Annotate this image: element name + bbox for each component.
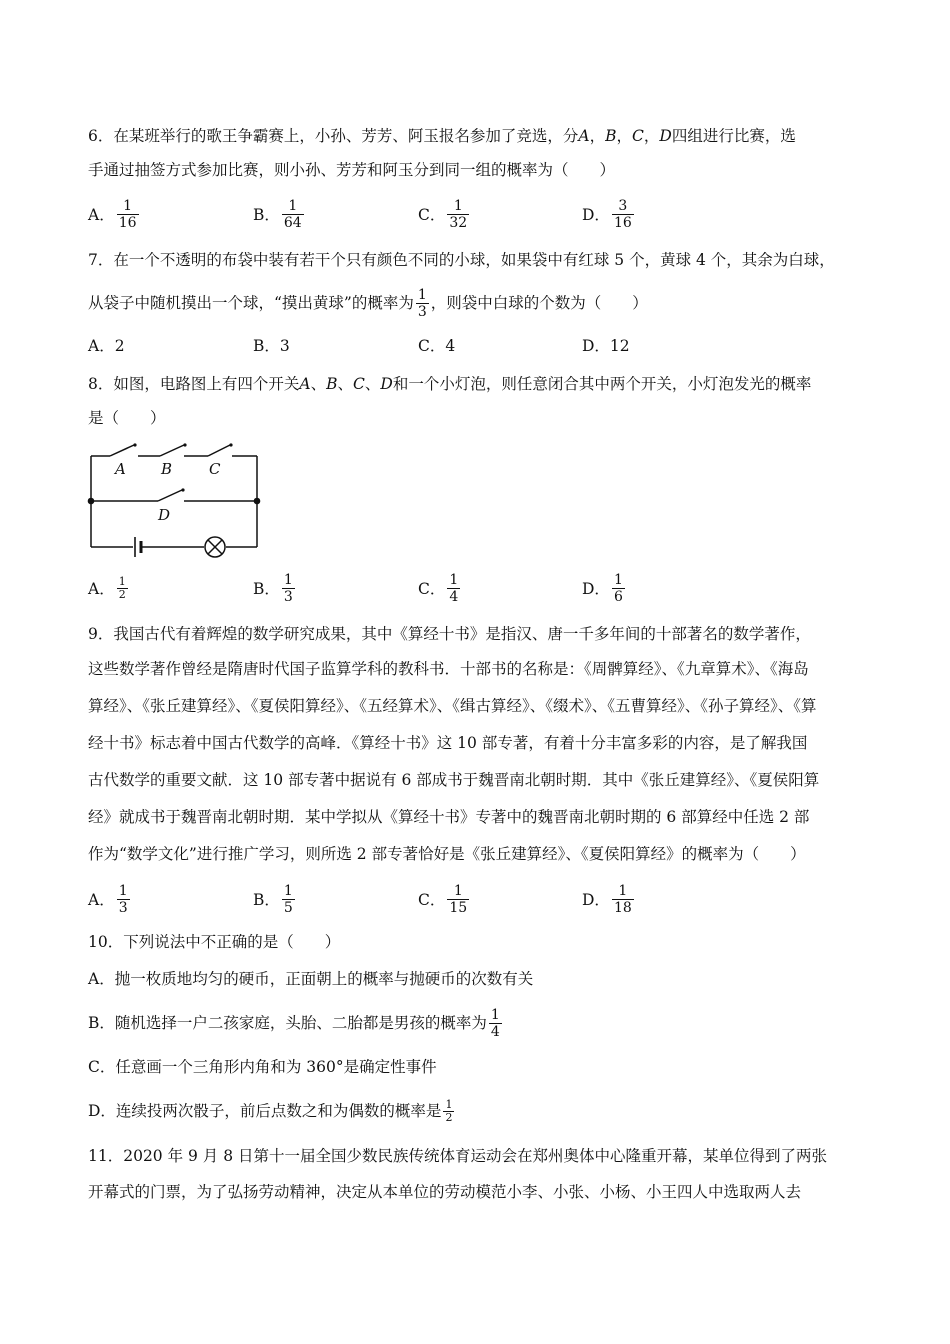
q9-option-d [582, 879, 636, 919]
q6-option-b [253, 194, 306, 234]
option-letter: C． [418, 580, 446, 598]
denominator: 2 [118, 587, 126, 601]
switch-label-c: C [209, 460, 221, 478]
numerator: 1 [453, 882, 463, 899]
q10-option-d-text: D．连续投两次骰子，前后点数之和为偶数的概率是 [88, 1102, 442, 1120]
q8-option-a [88, 568, 130, 608]
denominator: 6 [613, 588, 623, 605]
q6-option-a [88, 194, 141, 234]
q9-line: 作为“数学文化”进行推广学习，则所选 2 部专著恰好是《张丘建算经》、《夏侯阳算经》的概率为（ ） [88, 845, 806, 863]
denominator: 4 [449, 588, 459, 605]
q9-option-a [88, 879, 132, 919]
q6-text-end: 四组进行比赛，选 [671, 127, 796, 145]
option-letter: D． [582, 206, 610, 224]
fraction [489, 1007, 502, 1040]
q7-text: 从袋子中随机摸出一个球，“摸出黄球”的概率为 [88, 294, 414, 312]
denominator: 15 [449, 899, 468, 916]
fraction [443, 1099, 454, 1124]
option-letter: C． [418, 206, 446, 224]
option-letter: A． [88, 891, 115, 909]
numerator: 1 [283, 571, 293, 588]
denominator: 2 [445, 1110, 453, 1124]
q10-option-c: C．任意画一个三角形内角和为 360°是确定性事件 [88, 1058, 437, 1076]
numerator: 1 [445, 1097, 453, 1111]
q11-line1: 11．2020 年 9 月 8 日第十一届全国少数民族传统体育运动会在郑州奥体中心隆重开幕，某单位得到了两张 [88, 1147, 828, 1165]
fraction [612, 572, 625, 605]
numerator: 1 [417, 286, 427, 303]
q9-option-b [253, 879, 297, 919]
q8-line1 [88, 374, 811, 394]
q6-line2: 手通过抽签方式参加比赛，则小孙、芳芳和阿玉分到同一组的概率为（ ） [88, 161, 616, 179]
fraction [282, 198, 304, 231]
fraction [117, 576, 128, 601]
q6-group-d: D [659, 127, 672, 145]
q6-option-c [418, 194, 471, 234]
q7-line2 [88, 283, 648, 323]
q10-option-b-text: B．随机选择一户二孩家庭，头胎、二胎都是男孩的概率为 [88, 1014, 487, 1032]
q8-switch-d: D [380, 375, 393, 393]
numerator: 1 [613, 571, 623, 588]
option-letter: C． [418, 891, 446, 909]
numerator: 1 [449, 571, 459, 588]
lamp-symbol [205, 537, 225, 557]
denominator: 3 [118, 899, 128, 916]
q6-group-c: C [632, 127, 644, 145]
circuit-diagram [80, 436, 270, 560]
q6-group-a: A [578, 127, 590, 145]
q11-line2: 开幕式的门票，为了弘扬劳动精神，决定从本单位的劳动模范小李、小张、小杨、小王四人中选取两人去 [88, 1183, 802, 1201]
q8-text: 8．如图，电路图上有四个开关 [88, 375, 300, 393]
q7-option-b: B．3 [253, 337, 290, 355]
q9-option-c [418, 879, 471, 919]
q9-line: 算经》、《张丘建算经》、《夏侯阳算经》、《五经算术》、《缉古算经》、《缀术》、《五曹算经》、《孙子算经》、《算 [88, 697, 817, 715]
numerator: 3 [618, 197, 628, 214]
q10-option-a: A．抛一枚质地均匀的硬币，正面朝上的概率与抛硬币的次数有关 [88, 970, 534, 988]
q8-line2: 是（ ） [88, 409, 166, 427]
option-letter: B． [253, 580, 280, 598]
numerator: 1 [118, 574, 126, 588]
q10-option-b [88, 1003, 504, 1043]
denominator: 18 [613, 899, 632, 916]
fraction [117, 198, 139, 231]
q9-line: 这些数学著作曾经是隋唐时代国子监算学科的教科书．十部书的名称是：《周髀算经》、《九章算术》、《海岛 [88, 660, 809, 678]
numerator: 1 [283, 882, 293, 899]
q6-sep: ， [643, 127, 660, 145]
q8-switch-c: C [353, 375, 365, 393]
denominator: 64 [283, 214, 302, 231]
q6-text: 6．在某班举行的歌王争霸赛上，小孙、芳芳、阿玉报名参加了竞选，分 [88, 127, 579, 145]
option-letter: D． [582, 891, 610, 909]
q9-line: 古代数学的重要文献．这 10 部专著中据说有 6 部成书于魏晋南北朝时期．其中《张丘建算经》、《夏侯阳算 [88, 771, 820, 789]
q7-line1: 7．在一个不透明的布袋中装有若干个只有颜色不同的小球，如果袋中有红球 5 个，黄球 4 个，其余为白球， [88, 251, 835, 269]
q8-option-b [253, 568, 297, 608]
numerator: 1 [123, 197, 133, 214]
fraction [447, 198, 469, 231]
q7-option-d: D．12 [582, 337, 630, 355]
switch-label-d: D [158, 506, 171, 524]
denominator: 32 [449, 214, 468, 231]
fraction [282, 883, 295, 916]
q7-option-a: A．2 [88, 337, 125, 355]
q8-switch-b: B [326, 375, 338, 393]
q9-line: 经》就成书于魏晋南北朝时期．某中学拟从《算经十书》专著中的魏晋南北朝时期的 6 部算经中任选 2 部 [88, 808, 810, 826]
q6-option-d [582, 194, 636, 234]
option-letter: D． [582, 580, 610, 598]
q8-sep: 、 [310, 375, 327, 393]
q6-line1 [88, 126, 796, 146]
denominator: 4 [490, 1023, 500, 1040]
battery-symbol [135, 537, 141, 557]
fraction [447, 572, 460, 605]
q8-sep: 、 [364, 375, 381, 393]
numerator: 1 [118, 882, 128, 899]
denominator: 5 [283, 899, 293, 916]
numerator: 1 [490, 1006, 500, 1023]
q6-group-b: B [605, 127, 617, 145]
fraction [416, 287, 429, 320]
q6-sep: ， [589, 127, 606, 145]
q8-switch-a: A [299, 375, 311, 393]
option-letter: A． [88, 206, 115, 224]
q9-line: 9．我国古代有着辉煌的数学研究成果，其中《算经十书》是指汉、唐一千多年间的十部著名的数学著作， [88, 625, 811, 643]
fraction [117, 883, 130, 916]
q10-option-d [88, 1091, 456, 1131]
option-letter: A． [88, 580, 115, 598]
q8-sep: 、 [337, 375, 353, 393]
switch-label-b: B [161, 460, 173, 478]
switch-label-a: A [115, 460, 126, 478]
fraction [282, 572, 295, 605]
denominator: 3 [283, 588, 293, 605]
option-letter: B． [253, 891, 280, 909]
fraction [612, 883, 634, 916]
denominator: 16 [118, 214, 137, 231]
q8-option-c [418, 568, 462, 608]
q10-stem: 10．下列说法中不正确的是（ ） [88, 933, 341, 951]
numerator: 1 [618, 882, 628, 899]
denominator: 16 [613, 214, 632, 231]
q9-line: 经十书》标志着中国古代数学的高峰．《算经十书》这 10 部专著，有着十分丰富多彩的内容，是了解我国 [88, 734, 808, 752]
q8-option-d [582, 568, 627, 608]
q7-text-end: ，则袋中白球的个数为（ ） [430, 294, 648, 312]
numerator: 1 [288, 197, 298, 214]
fraction [612, 198, 634, 231]
denominator: 3 [417, 303, 427, 320]
q8-text-end: 和一个小灯泡，则任意闭合其中两个开关，小灯泡发光的概率 [392, 375, 812, 393]
fraction [447, 883, 469, 916]
q6-sep: ， [616, 127, 632, 145]
q7-option-c: C．4 [418, 337, 456, 355]
option-letter: B． [253, 206, 280, 224]
numerator: 1 [453, 197, 463, 214]
